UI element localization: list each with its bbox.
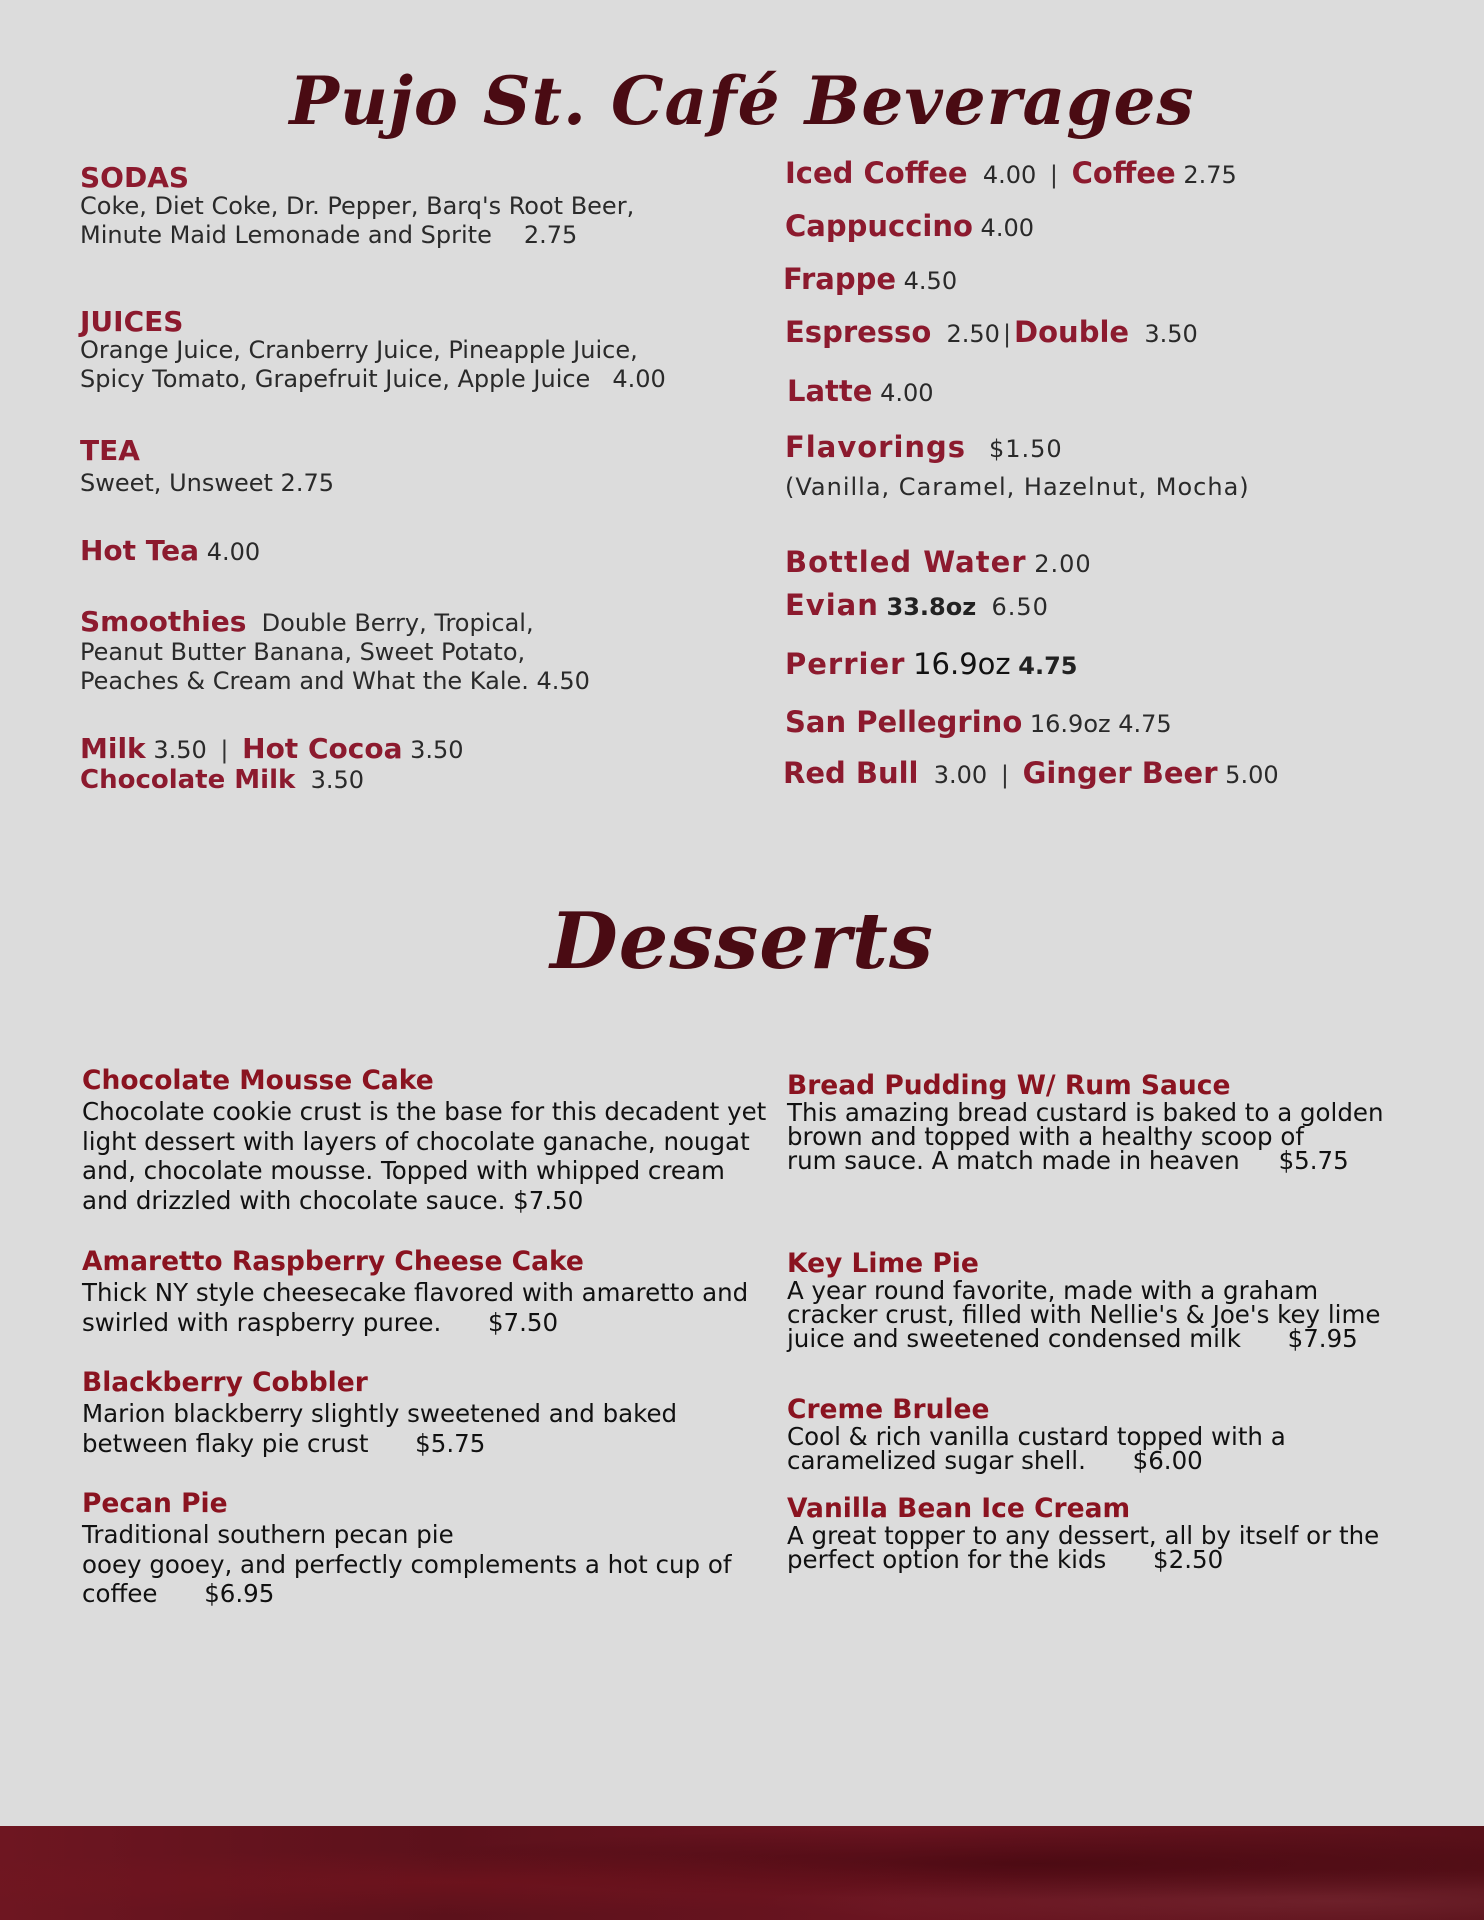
smoothies-line2: Peanut Butter Banana, Sweet Potato, <box>80 638 526 666</box>
dessert-name: Pecan Pie <box>82 1488 228 1519</box>
double-separator: | <box>1002 320 1012 348</box>
coffee-price: 2.75 <box>1183 161 1237 189</box>
hot-tea-item <box>80 536 260 567</box>
ginger-beer-name: Ginger Beer <box>1022 756 1218 790</box>
latte-price: 4.00 <box>880 379 934 407</box>
espresso-price: 2.50 <box>946 320 1000 348</box>
dessert-vanilla-bean-ice-cream <box>787 1494 1427 1572</box>
perrier-size: 16.9oz <box>913 647 1011 681</box>
tea-section <box>80 436 334 498</box>
dessert-desc-line: Marion blackberry slightly sweetened and baked <box>82 1399 678 1428</box>
dessert-desc-line: and, chocolate mousse. Topped with whipped cream <box>82 1156 725 1185</box>
dessert-desc-line: This amazing bread custard is baked to a golden <box>787 1098 1384 1127</box>
sodas-line1: Coke, Diet Coke, Dr. Pepper, Barq's Root Beer, <box>80 192 635 220</box>
dessert-desc-line: perfect option for the kids $2.50 <box>787 1545 1224 1574</box>
cappuccino-row <box>785 210 1034 244</box>
dessert-desc-line: between flaky pie crust $5.75 <box>82 1428 486 1458</box>
water-section <box>785 542 1092 628</box>
chocolate-milk-price: 3.50 <box>310 766 364 794</box>
dessert-name: Amaretto Raspberry Cheese Cake <box>82 1246 584 1277</box>
frappe-row <box>783 263 957 297</box>
tea-heading: TEA <box>80 434 140 467</box>
juices-line2: Spicy Tomato, Grapefruit Juice, Apple Juice <box>80 365 591 393</box>
dessert-desc-line: brown and topped with a healthy scoop of <box>787 1122 1305 1151</box>
evian-size: 33.8oz <box>886 593 977 621</box>
dessert-desc-line: Chocolate cookie crust is the base for this decadent yet <box>82 1097 767 1126</box>
juices-heading: JUICES <box>80 305 184 338</box>
dessert-desc-line: A year round favorite, made with a graham <box>787 1276 1319 1305</box>
latte-name: Latte <box>787 374 873 408</box>
milk-name: Milk <box>80 732 146 765</box>
iced-coffee-name: Iced Coffee <box>785 156 968 190</box>
desserts-title: Desserts <box>550 896 934 987</box>
juices-price: 4.00 <box>612 365 666 393</box>
flavorings-options: (Vanilla, Caramel, Hazelnut, Mocha) <box>785 473 1250 501</box>
double-name: Double <box>1014 315 1130 349</box>
coffee-separator: | <box>1049 161 1058 189</box>
double-price: 3.50 <box>1144 320 1198 348</box>
coffee-name: Coffee <box>1071 156 1176 190</box>
frappe-price: 4.50 <box>903 267 958 295</box>
footer-texture-band <box>0 1826 1484 1920</box>
dessert-name: Bread Pudding W/ Rum Sauce <box>787 1070 1231 1101</box>
milk-price: 3.50 <box>153 736 207 764</box>
milk-section <box>80 734 464 795</box>
evian-price: 6.50 <box>991 593 1049 621</box>
dessert-desc-line: and drizzled with chocolate sauce. $7.50 <box>82 1185 584 1215</box>
hot-cocoa-name: Hot Cocoa <box>242 732 403 765</box>
dessert-name: Creme Brulee <box>787 1394 990 1425</box>
hot-tea-price: 4.00 <box>206 538 261 566</box>
dessert-blackberry-cobbler <box>82 1366 762 1458</box>
espresso-row <box>785 316 1198 350</box>
ginger-beer-separator: | <box>1000 761 1009 789</box>
cappuccino-name: Cappuccino <box>785 209 973 243</box>
dessert-desc-line: Traditional southern pecan pie <box>82 1520 454 1549</box>
dessert-pecan-pie <box>82 1487 762 1609</box>
flavorings-name: Flavorings <box>785 430 967 464</box>
san-pellegrino-price: 4.75 <box>1118 710 1172 738</box>
red-bull-price: 3.00 <box>933 761 988 789</box>
smoothies-name: Smoothies <box>80 605 247 638</box>
dessert-desc-line: cracker crust, filled with Nellie's & Joe's key lime <box>787 1300 1381 1329</box>
hot-tea-name: Hot Tea <box>80 534 200 567</box>
chocolate-milk-name: Chocolate Milk <box>80 765 296 795</box>
smoothies-line1: Double Berry, Tropical, <box>261 609 534 637</box>
juices-section <box>80 307 666 394</box>
perrier-row <box>785 648 1077 682</box>
dessert-desc-line: light dessert with layers of chocolate ganache, nougat <box>82 1126 750 1156</box>
san-pellegrino-row <box>785 706 1172 740</box>
milk-separator: | <box>220 736 229 764</box>
dessert-desc-line: swirled with raspberry puree. $7.50 <box>82 1307 559 1337</box>
dessert-creme-brulee <box>787 1395 1427 1473</box>
dessert-desc-line: coffee $6.95 <box>82 1579 275 1608</box>
san-pellegrino-name: San Pellegrino <box>785 705 1023 739</box>
red-bull-name: Red Bull <box>783 756 919 790</box>
perrier-name: Perrier <box>785 647 906 681</box>
cappuccino-price: 4.00 <box>980 214 1034 242</box>
espresso-name: Espresso <box>785 315 932 349</box>
sodas-section <box>80 163 634 250</box>
juices-line1: Orange Juice, Cranberry Juice, Pineapple Juice, <box>80 336 638 364</box>
beverages-title: Pujo St. Café Beverages <box>289 62 1195 140</box>
dessert-bread-pudding <box>787 1071 1427 1173</box>
smoothies-line3: Peaches & Cream and What the Kale. 4.50 <box>80 667 590 695</box>
dessert-desc-line: caramelized sugar shell. $6.00 <box>787 1446 1203 1475</box>
bottled-water-name: Bottled Water <box>785 545 1027 579</box>
dessert-desc-line: A great topper to any dessert, all by itself or the <box>787 1521 1380 1550</box>
hot-cocoa-price: 3.50 <box>410 736 464 764</box>
sodas-heading: SODAS <box>80 161 190 194</box>
ginger-beer-price: 5.00 <box>1225 761 1279 789</box>
dessert-name: Blackberry Cobbler <box>82 1367 368 1398</box>
tea-line: Sweet, Unsweet 2.75 <box>80 469 334 497</box>
red-bull-row <box>783 757 1279 791</box>
dessert-key-lime-pie <box>787 1249 1427 1351</box>
bottled-water-price: 2.00 <box>1034 550 1092 578</box>
dessert-desc-line: rum sauce. A match made in heaven $5.75 <box>787 1146 1349 1175</box>
dessert-chocolate-mousse-cake <box>82 1064 767 1215</box>
iced-coffee-price: 4.00 <box>982 161 1037 189</box>
latte-row <box>787 375 934 409</box>
dessert-name: Chocolate Mousse Cake <box>82 1065 434 1096</box>
smoothies-section <box>80 607 590 696</box>
iced-coffee-row <box>785 157 1237 191</box>
dessert-name: Key Lime Pie <box>787 1248 979 1279</box>
sodas-line2: Minute Maid Lemonade and Sprite <box>80 221 492 249</box>
dessert-desc-line: Thick NY style cheesecake flavored with amaretto and <box>82 1278 749 1307</box>
dessert-desc-line: ooey gooey, and perfectly complements a hot cup of <box>82 1549 732 1579</box>
dessert-name: Vanilla Bean Ice Cream <box>787 1493 1131 1524</box>
frappe-name: Frappe <box>783 262 897 296</box>
flavorings-section <box>785 428 1250 506</box>
evian-name: Evian <box>785 588 879 622</box>
san-pellegrino-size: 16.9oz <box>1029 710 1111 738</box>
dessert-desc-line: juice and sweetened condensed milk $7.95 <box>787 1324 1358 1353</box>
flavorings-price: $1.50 <box>988 435 1063 463</box>
dessert-amaretto-raspberry-cheese-cake <box>82 1245 762 1337</box>
perrier-price: 4.75 <box>1018 652 1078 680</box>
dessert-desc-line: Cool & rich vanilla custard topped with a <box>787 1422 1286 1451</box>
sodas-price: 2.75 <box>523 221 578 249</box>
